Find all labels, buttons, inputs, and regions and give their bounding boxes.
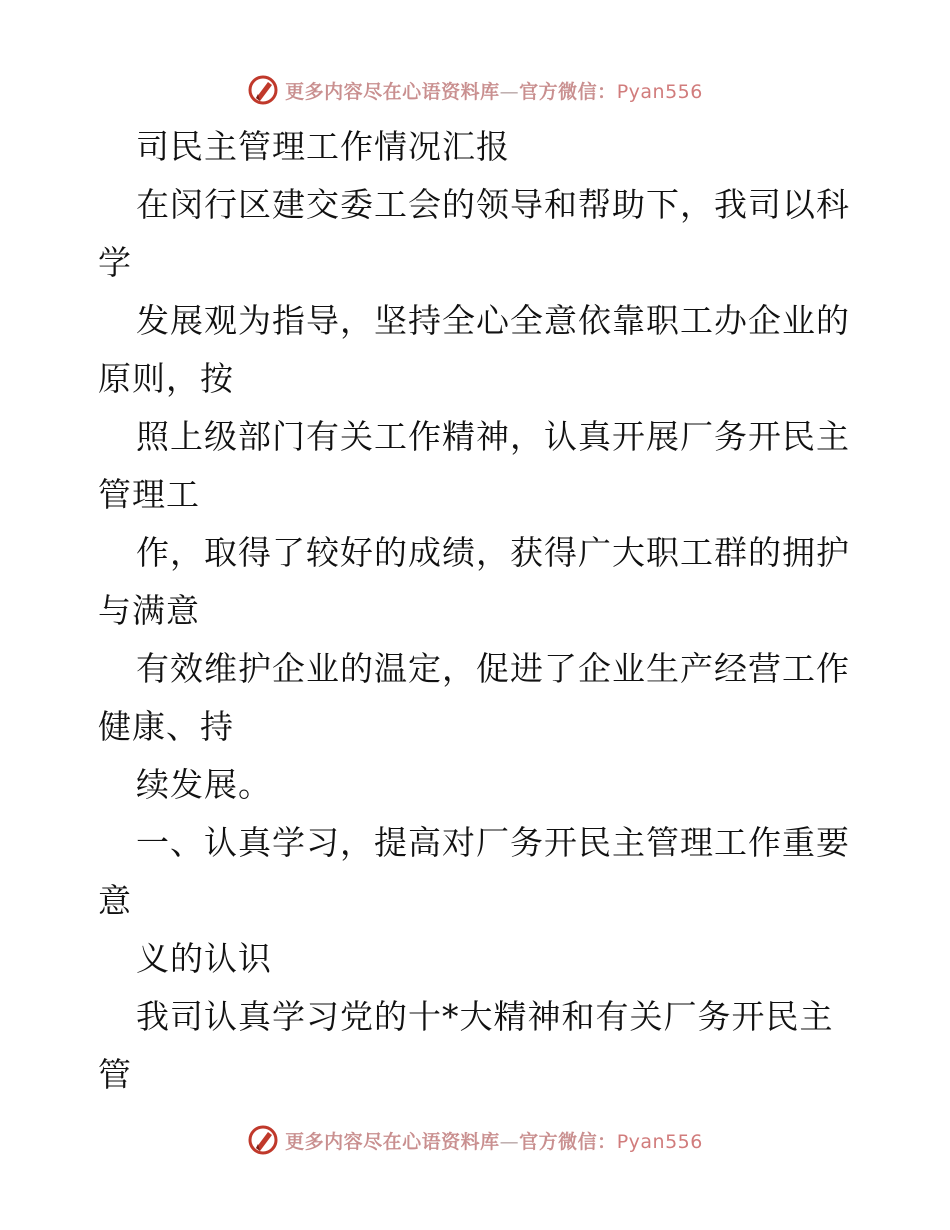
text-line: 我司认真学习党的十*大精神和有关厂务开民主	[136, 997, 834, 1036]
pen-logo-icon	[247, 1124, 279, 1156]
text-line: 原则，按	[98, 359, 234, 398]
footer-banner-text	[285, 1127, 703, 1154]
section-heading-continued: 义的认识	[136, 939, 272, 978]
text-line: 发展观为指导，坚持全心全意依靠职工办企业的	[136, 301, 850, 340]
header-banner	[0, 70, 950, 110]
document-body	[98, 118, 858, 1104]
header-banner-text	[285, 77, 703, 104]
footer-wechat-account: Pyan556	[616, 1130, 703, 1153]
text-line: 管理工	[98, 475, 200, 514]
section-heading: 一、认真学习，提高对厂务开民主管理工作重要	[136, 823, 850, 862]
section-heading-continued: 意	[98, 881, 132, 920]
text-line: 在闵行区建交委工会的领导和帮助下，我司以科	[136, 185, 850, 224]
header-slogan: 更多内容尽在心语资料库	[285, 80, 500, 103]
text-line: 与满意	[98, 591, 200, 630]
text-line: 续发展。	[136, 765, 272, 804]
pen-logo-icon	[247, 74, 279, 106]
text-line: 学	[98, 243, 132, 282]
header-wechat-label: 官方微信：	[519, 80, 617, 103]
text-line: 有效维护企业的温定，促进了企业生产经营工作	[136, 649, 850, 688]
footer-banner	[0, 1120, 950, 1160]
text-line: 作，取得了较好的成绩，获得广大职工群的拥护	[136, 533, 850, 572]
document-title: 司民主管理工作情况汇报	[136, 127, 510, 166]
text-line: 管	[98, 1055, 132, 1094]
text-line: 照上级部门有关工作精神，认真开展厂务开民主	[136, 417, 850, 456]
footer-slogan: 更多内容尽在心语资料库	[285, 1130, 500, 1153]
footer-wechat-label: 官方微信：	[519, 1130, 617, 1153]
header-wechat-account: Pyan556	[616, 80, 703, 103]
text-line: 健康、持	[98, 707, 234, 746]
header-separator: —	[499, 80, 520, 103]
footer-separator: —	[499, 1130, 520, 1153]
